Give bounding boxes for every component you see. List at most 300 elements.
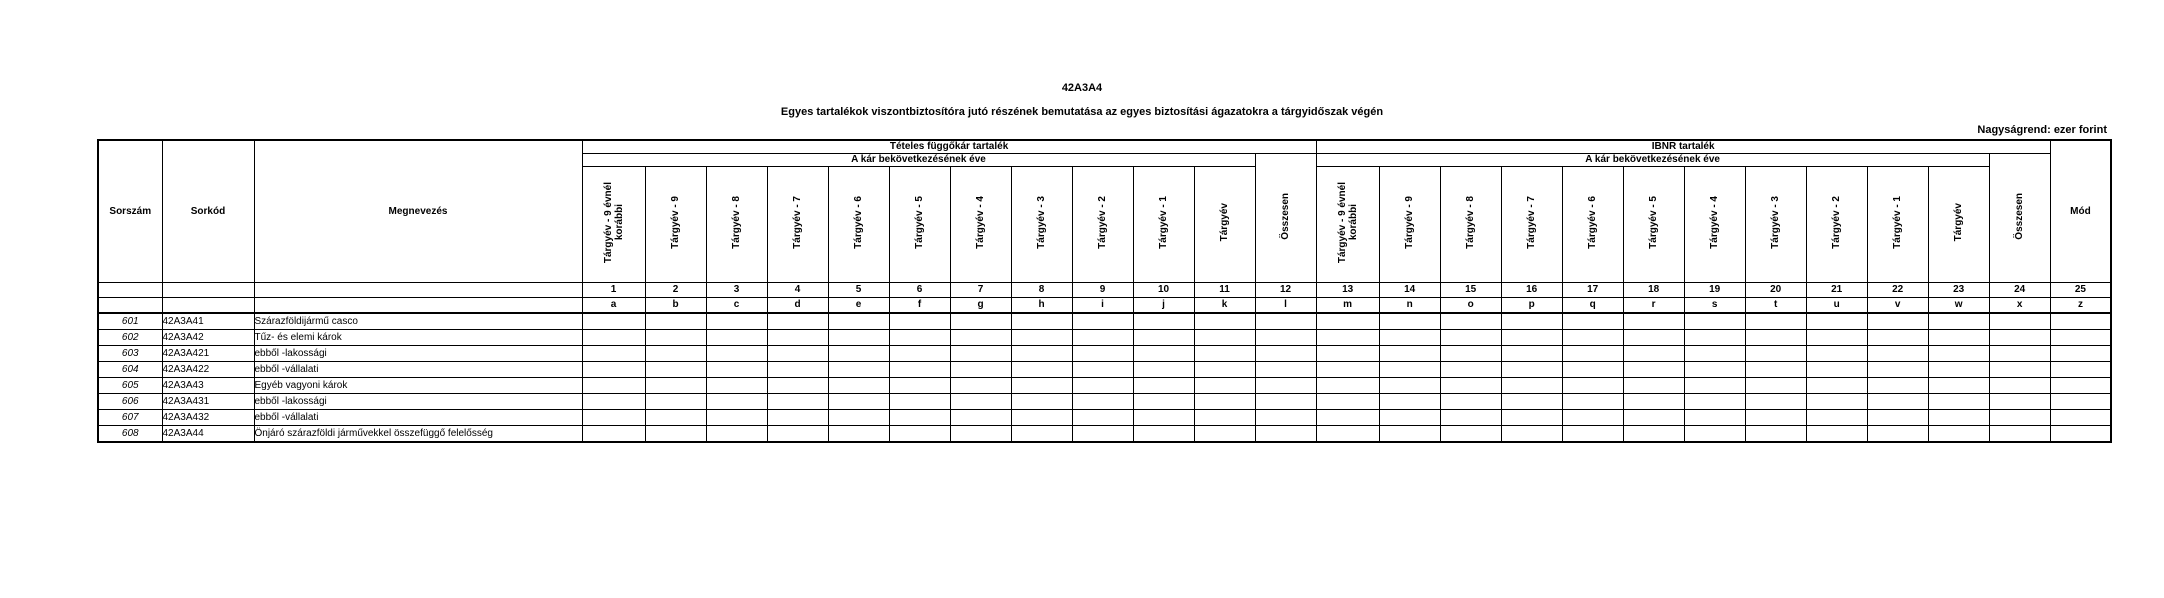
value-cell[interactable]	[1867, 361, 1928, 377]
value-cell[interactable]	[1011, 361, 1072, 377]
value-cell[interactable]	[582, 345, 645, 361]
value-cell[interactable]	[1072, 377, 1133, 393]
value-cell[interactable]	[1867, 329, 1928, 345]
value-cell[interactable]	[1194, 329, 1255, 345]
value-cell[interactable]	[889, 393, 950, 409]
value-cell[interactable]	[1194, 345, 1255, 361]
value-cell[interactable]	[1255, 329, 1316, 345]
value-cell[interactable]	[1989, 425, 2050, 442]
row-sorkod: 42A3A432	[162, 409, 254, 425]
value-cell[interactable]	[582, 425, 645, 442]
value-cell[interactable]	[1989, 361, 2050, 377]
col-year-1-5: Tárgyév - 6	[828, 166, 889, 282]
value-cell[interactable]	[1440, 345, 1501, 361]
value-cell[interactable]	[2050, 409, 2111, 425]
value-cell[interactable]	[1745, 329, 1806, 345]
col-letter-18: r	[1623, 297, 1684, 313]
col-year-2-2: Tárgyév - 9	[1379, 166, 1440, 282]
value-cell[interactable]	[1623, 313, 1684, 330]
value-cell[interactable]	[1684, 409, 1745, 425]
value-cell[interactable]	[1133, 393, 1194, 409]
let-row-spacer	[98, 297, 162, 313]
row-sorkod: 42A3A44	[162, 425, 254, 442]
value-cell[interactable]	[1867, 425, 1928, 442]
value-cell[interactable]	[1255, 345, 1316, 361]
row-megnevezes: Szárazföldijármű casco	[254, 313, 582, 330]
let-row-spacer	[162, 297, 254, 313]
value-cell[interactable]	[828, 313, 889, 330]
value-cell[interactable]	[1255, 425, 1316, 442]
col-number-7: 7	[950, 282, 1011, 297]
table-row	[98, 361, 2111, 377]
let-row-spacer	[254, 297, 582, 313]
col-year-1-2: Tárgyév - 9	[645, 166, 706, 282]
value-cell[interactable]	[950, 425, 1011, 442]
unit-label: Nagyságrend: ezer forint	[1977, 124, 2107, 136]
value-cell[interactable]	[2050, 345, 2111, 361]
value-cell[interactable]	[1316, 377, 1379, 393]
value-cell[interactable]	[1133, 377, 1194, 393]
col-year-2-1: Tárgyév - 9 évnél korábbi	[1316, 166, 1379, 282]
value-cell[interactable]	[1989, 409, 2050, 425]
value-cell[interactable]	[582, 361, 645, 377]
value-cell[interactable]	[1379, 393, 1440, 409]
value-cell[interactable]	[1806, 329, 1867, 345]
value-cell[interactable]	[1745, 313, 1806, 330]
value-cell[interactable]	[645, 361, 706, 377]
row-sorszam: 607	[98, 409, 162, 425]
col-year-2-7: Tárgyév - 4	[1684, 166, 1745, 282]
value-cell[interactable]	[828, 409, 889, 425]
col-letter-17: q	[1562, 297, 1623, 313]
value-cell[interactable]	[1501, 361, 1562, 377]
value-cell[interactable]	[889, 425, 950, 442]
value-cell[interactable]	[1928, 393, 1989, 409]
value-cell[interactable]	[1255, 393, 1316, 409]
value-cell[interactable]	[1379, 377, 1440, 393]
value-cell[interactable]	[1501, 409, 1562, 425]
value-cell[interactable]	[1745, 425, 1806, 442]
value-cell[interactable]	[706, 345, 767, 361]
value-cell[interactable]	[1133, 345, 1194, 361]
value-cell[interactable]	[1989, 393, 2050, 409]
col-year-1-11: Tárgyév	[1194, 166, 1255, 282]
value-cell[interactable]	[1684, 377, 1745, 393]
value-cell[interactable]	[828, 377, 889, 393]
value-cell[interactable]	[1867, 313, 1928, 330]
value-cell[interactable]	[1194, 393, 1255, 409]
value-cell[interactable]	[1989, 329, 2050, 345]
value-cell[interactable]	[889, 313, 950, 330]
value-cell[interactable]	[1867, 393, 1928, 409]
value-cell[interactable]	[1011, 425, 1072, 442]
col-letter-2: b	[645, 297, 706, 313]
value-cell[interactable]	[706, 425, 767, 442]
value-cell[interactable]	[1928, 329, 1989, 345]
value-cell[interactable]	[1501, 393, 1562, 409]
group-ibnr: IBNR tartalék	[1316, 140, 2050, 153]
value-cell[interactable]	[1072, 409, 1133, 425]
col-year-1-1: Tárgyév - 9 évnél korábbi	[582, 166, 645, 282]
value-cell[interactable]	[1501, 329, 1562, 345]
table-row	[98, 345, 2111, 361]
value-cell[interactable]	[1379, 329, 1440, 345]
table-row	[98, 393, 2111, 409]
col-total-2: Összesen	[1989, 153, 2050, 282]
value-cell[interactable]	[1501, 377, 1562, 393]
col-sorszam: Sorszám	[98, 140, 162, 282]
col-letter-14: n	[1379, 297, 1440, 313]
value-cell[interactable]	[767, 345, 828, 361]
row-megnevezes: ebből -vállalati	[254, 361, 582, 377]
value-cell[interactable]	[1440, 313, 1501, 330]
col-number-15: 15	[1440, 282, 1501, 297]
value-cell[interactable]	[1379, 345, 1440, 361]
row-sorkod: 42A3A421	[162, 345, 254, 361]
value-cell[interactable]	[767, 361, 828, 377]
num-row-spacer	[254, 282, 582, 297]
value-cell[interactable]	[767, 377, 828, 393]
value-cell[interactable]	[1623, 409, 1684, 425]
col-number-20: 20	[1745, 282, 1806, 297]
value-cell[interactable]	[1072, 425, 1133, 442]
row-sorkod: 42A3A43	[162, 377, 254, 393]
value-cell[interactable]	[706, 361, 767, 377]
col-number-4: 4	[767, 282, 828, 297]
value-cell[interactable]	[1745, 393, 1806, 409]
value-cell[interactable]	[1133, 425, 1194, 442]
value-cell[interactable]	[1745, 345, 1806, 361]
col-number-18: 18	[1623, 282, 1684, 297]
value-cell[interactable]	[950, 329, 1011, 345]
value-cell[interactable]	[828, 393, 889, 409]
value-cell[interactable]	[1745, 377, 1806, 393]
col-year-2-10: Tárgyév - 1	[1867, 166, 1928, 282]
value-cell[interactable]	[1316, 393, 1379, 409]
value-cell[interactable]	[645, 313, 706, 330]
col-year-2-6: Tárgyév - 5	[1623, 166, 1684, 282]
value-cell[interactable]	[1440, 377, 1501, 393]
value-cell[interactable]	[1623, 425, 1684, 442]
value-cell[interactable]	[2050, 313, 2111, 330]
value-cell[interactable]	[889, 345, 950, 361]
value-cell[interactable]	[828, 345, 889, 361]
value-cell[interactable]	[645, 409, 706, 425]
row-megnevezes: ebből -vállalati	[254, 409, 582, 425]
value-cell[interactable]	[767, 425, 828, 442]
col-year-2-5: Tárgyév - 6	[1562, 166, 1623, 282]
value-cell[interactable]	[1623, 345, 1684, 361]
value-cell[interactable]	[2050, 377, 2111, 393]
col-year-1-9: Tárgyév - 2	[1072, 166, 1133, 282]
value-cell[interactable]	[950, 345, 1011, 361]
col-number-16: 16	[1501, 282, 1562, 297]
group-teteles: Tételes függőkár tartalék	[582, 140, 1316, 153]
col-letter-7: g	[950, 297, 1011, 313]
value-cell[interactable]	[1011, 393, 1072, 409]
value-cell[interactable]	[1989, 345, 2050, 361]
value-cell[interactable]	[1194, 409, 1255, 425]
value-cell[interactable]	[1928, 345, 1989, 361]
value-cell[interactable]	[889, 377, 950, 393]
table-row	[98, 329, 2111, 345]
col-number-24: 24	[1989, 282, 2050, 297]
value-cell[interactable]	[645, 377, 706, 393]
row-megnevezes: Tűz- és elemi károk	[254, 329, 582, 345]
value-cell[interactable]	[767, 409, 828, 425]
value-cell[interactable]	[1562, 425, 1623, 442]
value-cell[interactable]	[767, 329, 828, 345]
table-row	[98, 425, 2111, 442]
value-cell[interactable]	[706, 409, 767, 425]
value-cell[interactable]	[1501, 345, 1562, 361]
value-cell[interactable]	[1194, 425, 1255, 442]
col-number-14: 14	[1379, 282, 1440, 297]
value-cell[interactable]	[950, 361, 1011, 377]
col-year-2-9: Tárgyév - 2	[1806, 166, 1867, 282]
value-cell[interactable]	[828, 425, 889, 442]
subgroup-ibnr: A kár bekövetkezésének éve	[1316, 153, 1989, 166]
value-cell[interactable]	[767, 313, 828, 330]
value-cell[interactable]	[1440, 409, 1501, 425]
value-cell[interactable]	[1316, 409, 1379, 425]
value-cell[interactable]	[1806, 425, 1867, 442]
value-cell[interactable]	[1440, 361, 1501, 377]
value-cell[interactable]	[2050, 361, 2111, 377]
value-cell[interactable]	[1316, 345, 1379, 361]
value-cell[interactable]	[1440, 329, 1501, 345]
col-mod: Mód	[2050, 140, 2111, 282]
value-cell[interactable]	[1194, 377, 1255, 393]
value-cell[interactable]	[1316, 313, 1379, 330]
col-letter-1: a	[582, 297, 645, 313]
value-cell[interactable]	[1133, 329, 1194, 345]
col-number-21: 21	[1806, 282, 1867, 297]
value-cell[interactable]	[1684, 393, 1745, 409]
row-sorszam: 608	[98, 425, 162, 442]
col-year-2-8: Tárgyév - 3	[1745, 166, 1806, 282]
value-cell[interactable]	[1806, 377, 1867, 393]
value-cell[interactable]	[582, 393, 645, 409]
col-number-23: 23	[1928, 282, 1989, 297]
value-cell[interactable]	[1501, 313, 1562, 330]
table-row	[98, 313, 2111, 330]
row-megnevezes: ebből -lakossági	[254, 345, 582, 361]
col-number-5: 5	[828, 282, 889, 297]
value-cell[interactable]	[1194, 361, 1255, 377]
table-row	[98, 409, 2111, 425]
value-cell[interactable]	[1133, 409, 1194, 425]
value-cell[interactable]	[1011, 345, 1072, 361]
col-letter-4: d	[767, 297, 828, 313]
value-cell[interactable]	[1745, 409, 1806, 425]
value-cell[interactable]	[582, 313, 645, 330]
col-number-17: 17	[1562, 282, 1623, 297]
value-cell[interactable]	[1011, 377, 1072, 393]
value-cell[interactable]	[706, 393, 767, 409]
value-cell[interactable]	[1684, 425, 1745, 442]
value-cell[interactable]	[1011, 313, 1072, 330]
col-number-2: 2	[645, 282, 706, 297]
col-number-8: 8	[1011, 282, 1072, 297]
value-cell[interactable]	[1806, 409, 1867, 425]
value-cell[interactable]	[1684, 329, 1745, 345]
value-cell[interactable]	[1379, 425, 1440, 442]
value-cell[interactable]	[1623, 361, 1684, 377]
table-row	[98, 377, 2111, 393]
value-cell[interactable]	[582, 409, 645, 425]
value-cell[interactable]	[2050, 329, 2111, 345]
value-cell[interactable]	[889, 409, 950, 425]
value-cell[interactable]	[1440, 425, 1501, 442]
value-cell[interactable]	[1562, 345, 1623, 361]
value-cell[interactable]	[1255, 313, 1316, 330]
row-sorkod: 42A3A41	[162, 313, 254, 330]
col-letter-11: k	[1194, 297, 1255, 313]
value-cell[interactable]	[1133, 361, 1194, 377]
value-cell[interactable]	[950, 409, 1011, 425]
col-year-2-4: Tárgyév - 7	[1501, 166, 1562, 282]
value-cell[interactable]	[645, 393, 706, 409]
value-cell[interactable]	[1867, 377, 1928, 393]
row-sorkod: 42A3A431	[162, 393, 254, 409]
value-cell[interactable]	[1072, 361, 1133, 377]
value-cell[interactable]	[582, 377, 645, 393]
value-cell[interactable]	[1928, 377, 1989, 393]
value-cell[interactable]	[1928, 313, 1989, 330]
report-code: 42A3A4	[1061, 82, 1103, 94]
col-letter-3: c	[706, 297, 767, 313]
col-number-25: 25	[2050, 282, 2111, 297]
value-cell[interactable]	[1562, 393, 1623, 409]
value-cell[interactable]	[950, 377, 1011, 393]
col-letter-20: t	[1745, 297, 1806, 313]
col-number-19: 19	[1684, 282, 1745, 297]
value-cell[interactable]	[1867, 345, 1928, 361]
subgroup-teteles: A kár bekövetkezésének éve	[582, 153, 1255, 166]
value-cell[interactable]	[1989, 313, 2050, 330]
value-cell[interactable]	[706, 329, 767, 345]
value-cell[interactable]	[889, 329, 950, 345]
value-cell[interactable]	[1379, 313, 1440, 330]
value-cell[interactable]	[950, 313, 1011, 330]
value-cell[interactable]	[2050, 393, 2111, 409]
col-year-1-6: Tárgyév - 5	[889, 166, 950, 282]
value-cell[interactable]	[1255, 377, 1316, 393]
col-number-6: 6	[889, 282, 950, 297]
value-cell[interactable]	[1316, 329, 1379, 345]
value-cell[interactable]	[1989, 377, 2050, 393]
col-number-1: 1	[582, 282, 645, 297]
value-cell[interactable]	[1011, 409, 1072, 425]
value-cell[interactable]	[1562, 409, 1623, 425]
col-year-1-3: Tárgyév - 8	[706, 166, 767, 282]
value-cell[interactable]	[767, 393, 828, 409]
value-cell[interactable]	[1684, 313, 1745, 330]
col-sorkod: Sorkód	[162, 140, 254, 282]
value-cell[interactable]	[1623, 329, 1684, 345]
col-year-2-11: Tárgyév	[1928, 166, 1989, 282]
col-year-1-10: Tárgyév - 1	[1133, 166, 1194, 282]
value-cell[interactable]	[1316, 425, 1379, 442]
value-cell[interactable]	[1072, 345, 1133, 361]
col-letter-23: w	[1928, 297, 1989, 313]
value-cell[interactable]	[645, 329, 706, 345]
value-cell[interactable]	[1928, 425, 1989, 442]
row-sorkod: 42A3A422	[162, 361, 254, 377]
value-cell[interactable]	[1928, 361, 1989, 377]
value-cell[interactable]	[706, 313, 767, 330]
value-cell[interactable]	[1072, 393, 1133, 409]
report-table	[97, 139, 2112, 443]
value-cell[interactable]	[1316, 361, 1379, 377]
value-cell[interactable]	[1379, 409, 1440, 425]
col-megnevezes: Megnevezés	[254, 140, 582, 282]
value-cell[interactable]	[1745, 361, 1806, 377]
report-title: Egyes tartalékok viszontbiztosítóra jutó részének bemutatása az egyes biztosítási ágazatokra a tárgyidőszak végén	[780, 106, 1384, 118]
value-cell[interactable]	[1867, 409, 1928, 425]
value-cell[interactable]	[1684, 361, 1745, 377]
value-cell[interactable]	[1806, 345, 1867, 361]
row-megnevezes: Önjáró szárazföldi járművekkel összefüggő felelősség	[254, 425, 582, 442]
value-cell[interactable]	[1684, 345, 1745, 361]
col-letter-16: p	[1501, 297, 1562, 313]
col-letter-6: f	[889, 297, 950, 313]
value-cell[interactable]	[1562, 377, 1623, 393]
value-cell[interactable]	[2050, 425, 2111, 442]
value-cell[interactable]	[1011, 329, 1072, 345]
value-cell[interactable]	[1072, 313, 1133, 330]
value-cell[interactable]	[706, 377, 767, 393]
col-letter-5: e	[828, 297, 889, 313]
col-letter-21: u	[1806, 297, 1867, 313]
value-cell[interactable]	[1255, 361, 1316, 377]
value-cell[interactable]	[1623, 377, 1684, 393]
value-cell[interactable]	[1562, 329, 1623, 345]
value-cell[interactable]	[1562, 313, 1623, 330]
value-cell[interactable]	[1194, 313, 1255, 330]
value-cell[interactable]	[1562, 361, 1623, 377]
value-cell[interactable]	[889, 361, 950, 377]
col-number-22: 22	[1867, 282, 1928, 297]
value-cell[interactable]	[1440, 393, 1501, 409]
value-cell[interactable]	[950, 393, 1011, 409]
value-cell[interactable]	[1255, 409, 1316, 425]
value-cell[interactable]	[1072, 329, 1133, 345]
col-letter-8: h	[1011, 297, 1072, 313]
value-cell[interactable]	[645, 345, 706, 361]
value-cell[interactable]	[1623, 393, 1684, 409]
col-year-1-7: Tárgyév - 4	[950, 166, 1011, 282]
value-cell[interactable]	[1806, 393, 1867, 409]
value-cell[interactable]	[582, 329, 645, 345]
value-cell[interactable]	[645, 425, 706, 442]
value-cell[interactable]	[828, 361, 889, 377]
value-cell[interactable]	[1501, 425, 1562, 442]
col-number-9: 9	[1072, 282, 1133, 297]
value-cell[interactable]	[1928, 409, 1989, 425]
value-cell[interactable]	[1133, 313, 1194, 330]
value-cell[interactable]	[828, 329, 889, 345]
value-cell[interactable]	[1379, 361, 1440, 377]
row-sorszam: 604	[98, 361, 162, 377]
value-cell[interactable]	[1806, 313, 1867, 330]
value-cell[interactable]	[1806, 361, 1867, 377]
col-letter-22: v	[1867, 297, 1928, 313]
row-megnevezes: ebből -lakossági	[254, 393, 582, 409]
col-total-1: Összesen	[1255, 153, 1316, 282]
col-year-2-3: Tárgyév - 8	[1440, 166, 1501, 282]
